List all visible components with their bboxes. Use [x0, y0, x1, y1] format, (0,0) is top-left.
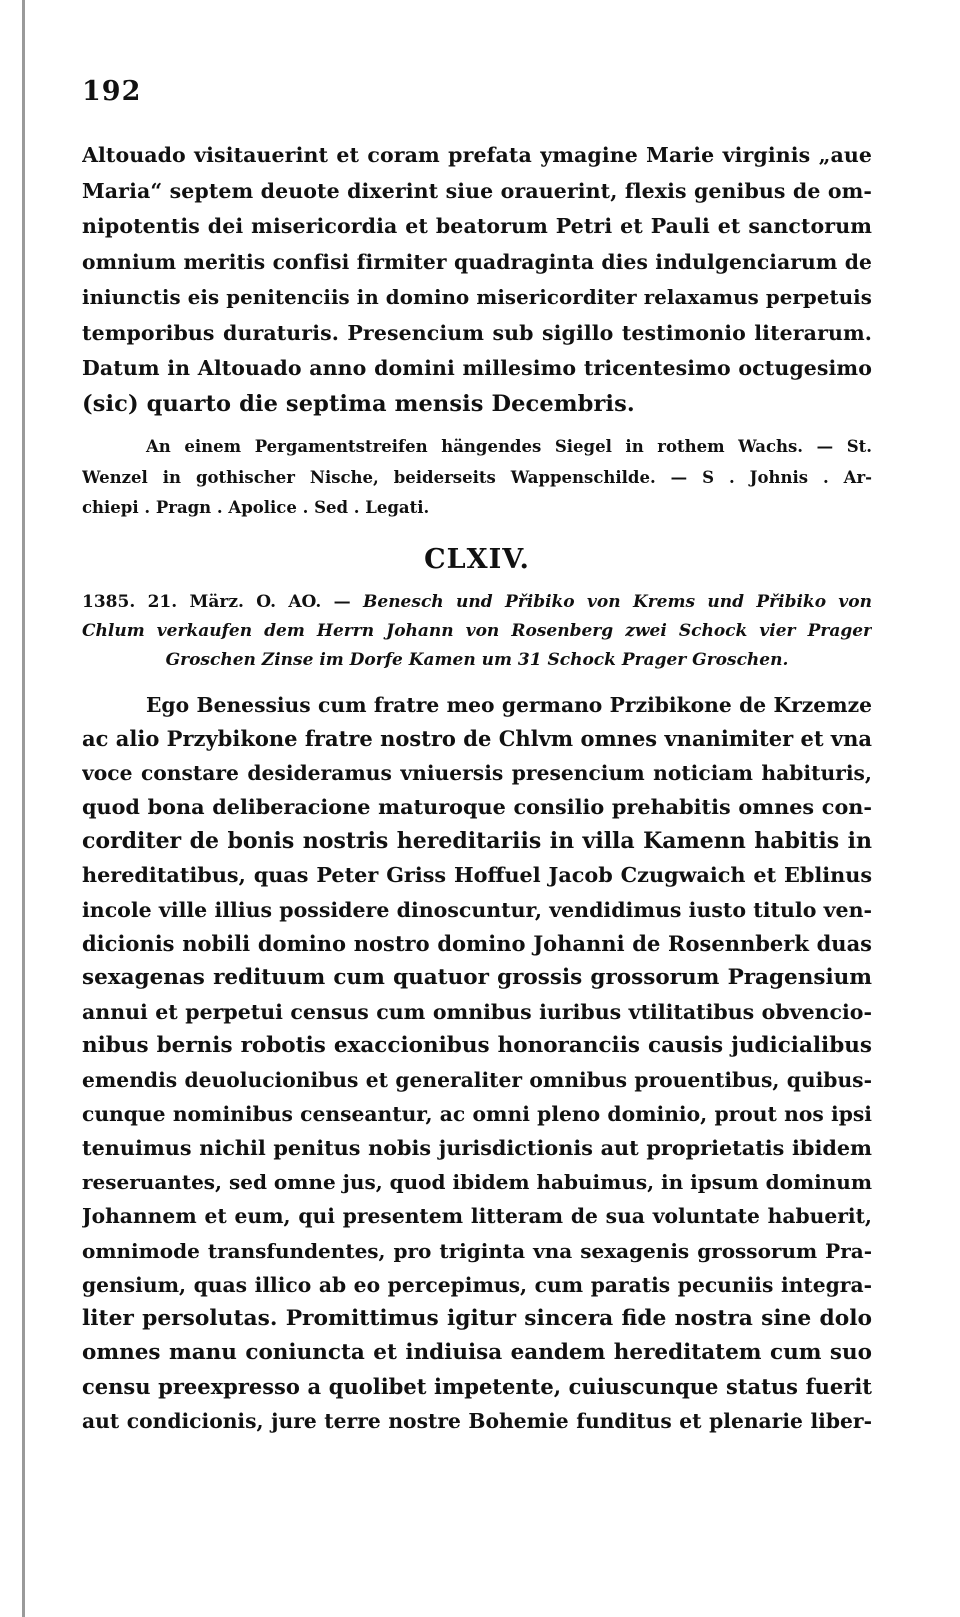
text-line: incole ville illius possidere dinoscuntur, vendidimus iusto titulo ven-: [82, 897, 872, 922]
note-line: chiepi . Pragn . Apolice . Sed . Legati.: [82, 498, 430, 517]
note-line: An einem Pergamentstreifen hängendes Siegel in rothem Wachs. — St.: [146, 437, 872, 456]
seal-note: [82, 432, 872, 524]
text-line: omnium meritis confisi firmiter quadraginta dies indulgenciarum de: [82, 249, 872, 274]
regest-summary: [82, 588, 872, 675]
text-line: Ego Benessius cum fratre meo germano Przibikone de Krzemze: [146, 693, 872, 717]
text-line: reseruantes, sed omne jus, quod ibidem habuimus, in ipsum dominum: [82, 1170, 872, 1195]
text-line: annui et perpetui census cum omnibus iuribus vtilitatibus obvencio-: [82, 999, 872, 1024]
text-line: hereditatibus, quas Peter Griss Hoffuel Jacob Czugwaich et Eblinus: [82, 863, 872, 888]
text-line: nibus bernis robotis exaccionibus honoranciis causis judicialibus: [82, 1032, 872, 1058]
document-number: CLXIV.: [424, 544, 530, 575]
text-line: sexagenas redituum cum quatuor grossis grossorum Pragensium: [82, 964, 872, 990]
text-line: omnes manu coniuncta et indiuisa eandem hereditatem cum suo: [82, 1339, 872, 1365]
regest-line: [82, 588, 872, 617]
text-line: quod bona deliberacione maturoque consilio prehabitis omnes con-: [82, 795, 872, 820]
text-line: corditer de bonis nostris hereditariis in villa Kamenn habitis in: [82, 828, 872, 855]
text-line: voce constare desideramus vniuersis presencium noticiam habituris,: [82, 761, 872, 786]
text-line: (sic) quarto die septima mensis Decembris.: [82, 390, 635, 417]
charter-text: [82, 688, 872, 1438]
text-line: Johannem et eum, qui presentem litteram de sua voluntate habuerit,: [82, 1204, 872, 1229]
text-line: gensium, quas illico ab eo percepimus, cum paratis pecuniis integra-: [82, 1272, 872, 1297]
text-line: ac alio Przybikone fratre nostro de Chlvm omnes vnanimiter et vna: [82, 726, 872, 752]
text-line: Datum in Altouado anno domini millesimo tricentesimo octugesimo: [82, 356, 872, 380]
text-line: temporibus duraturis. Presencium sub sigillo testimonio literarum.: [82, 320, 872, 345]
text-line: emendis deuolucionibus et generaliter omnibus prouentibus, quibus-: [82, 1068, 872, 1093]
text-line: dicionis nobili domino nostro domino Johanni de Rosennberk duas: [82, 930, 872, 956]
regest-text: Benesch und Přibiko von Krems und Přibiko von: [363, 592, 872, 612]
text-line: tenuimus nichil penitus nobis jurisdictionis aut proprietatis ibidem: [82, 1136, 872, 1161]
note-line: Wenzel in gothischer Nische, beiderseits Wappenschilde. — S . Johnis . Ar-: [82, 467, 872, 487]
regest-line: Chlum verkaufen dem Herrn Johann von Rosenberg zwei Schock vier Prager: [82, 621, 872, 641]
text-line: Maria“ septem deuote dixerint siue orauerint, flexis genibus de om-: [82, 178, 872, 203]
text-line: omnimode transfundentes, pro triginta vna sexagenis grossorum Pra-: [82, 1238, 872, 1263]
text-line: iniunctis eis penitenciis in domino misericorditer relaxamus perpetuis: [82, 285, 872, 309]
text-line: liter persolutas. Promittimus igitur sincera fide nostra sine dolo: [82, 1305, 872, 1331]
text-line: aut condicionis, jure terre nostre Bohemie funditus et plenarie liber-: [82, 1408, 872, 1433]
text-line: cunque nominibus censeantur, ac omni pleno dominio, prout nos ipsi: [82, 1102, 872, 1127]
regest-line: Groschen Zinse im Dorfe Kamen um 31 Schock Prager Groschen.: [165, 650, 789, 670]
text-line: Altouado visitauerint et coram prefata ymagine Marie virginis „aue: [82, 143, 872, 167]
continued-paragraph: [82, 138, 872, 422]
text-line: censu preexpresso a quolibet impetente, cuiuscunque status fuerit: [82, 1373, 872, 1399]
page-margin-line: [22, 0, 25, 1617]
page-number: 192: [82, 76, 142, 107]
text-line: nipotentis dei misericordia et beatorum Petri et Pauli et sanctorum: [82, 214, 872, 238]
regest-date: 1385. 21. März. O. AO. —: [82, 592, 364, 612]
